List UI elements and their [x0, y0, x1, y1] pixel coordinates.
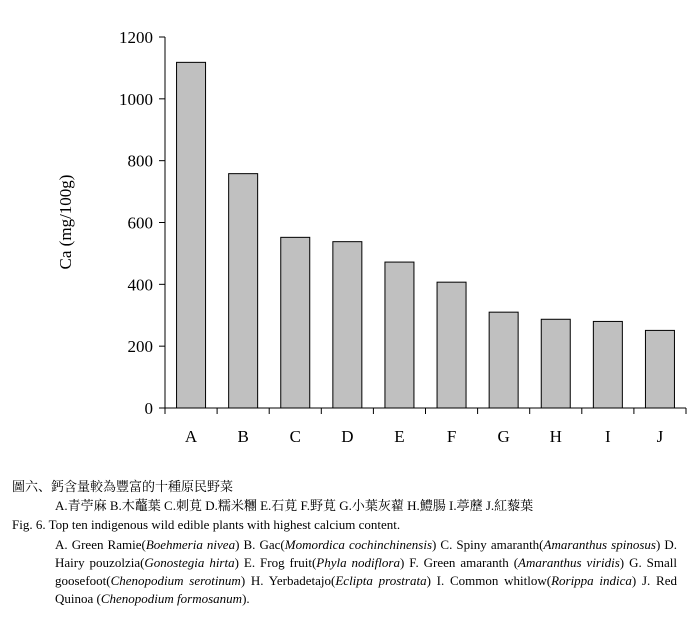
x-tick-label: J [656, 427, 664, 446]
bar-c [281, 237, 310, 408]
x-tick-label: G [497, 427, 510, 446]
species-scientific-name: Eclipta prostrata [335, 573, 427, 588]
x-tick-label: A [184, 427, 198, 446]
y-tick-label: 600 [127, 213, 153, 233]
y-axis-label: Ca (mg/100g) [56, 174, 75, 270]
y-tick-label: 200 [127, 337, 153, 357]
x-tick-label: D [341, 427, 354, 446]
x-tick-label: I [605, 427, 611, 446]
y-tick-label: 1000 [119, 89, 153, 109]
bar-g [489, 312, 518, 408]
y-tick-label: 0 [144, 399, 153, 418]
caption-en-title: Fig. 6. Top ten indigenous wild edible plants with highest calcium content. [12, 517, 401, 532]
species-scientific-name: Gonostegia hirta [144, 555, 235, 570]
species-common-name: ) J. Red Quinoa ( [55, 573, 677, 606]
species-common-name: ) I. Common whitlow( [426, 573, 552, 588]
bar-e [385, 262, 414, 408]
species-common-name: ) F. Green amaranth ( [399, 555, 519, 570]
species-common-name: ) G. Small goosefoot( [55, 555, 677, 588]
species-scientific-name: Amaranthus viridis [518, 555, 620, 570]
species-scientific-name: Amaranthus spinosus [543, 537, 656, 552]
bar-d [333, 242, 362, 408]
bar-a [177, 62, 206, 408]
species-scientific-name: Phyla nodiflora [316, 555, 400, 570]
bar-i [593, 321, 622, 408]
species-common-name: ) D. Hairy pouzolzia( [55, 537, 677, 570]
y-tick-label: 400 [127, 275, 153, 295]
x-tick-label: F [446, 427, 457, 446]
species-common-name: ). [242, 591, 250, 606]
y-tick-label: 800 [127, 151, 153, 171]
caption-en-species-list [55, 536, 677, 608]
species-scientific-name: Rorippa indica [551, 573, 632, 588]
bar-h [541, 319, 570, 408]
x-tick-label: C [289, 427, 301, 446]
species-common-name: ) B. Gac( [235, 537, 285, 552]
species-scientific-name: Boehmeria nivea [145, 537, 236, 552]
caption-zh-title: 圖六、鈣含量較為豐富的十種原民野菜 [12, 479, 234, 494]
bar-f [437, 282, 466, 408]
species-common-name: A. Green Ramie( [55, 537, 146, 552]
bar-b [229, 174, 258, 408]
species-common-name: ) C. Spiny amaranth( [432, 537, 544, 552]
caption-zh-species-list: A.青苧麻 B.木虌葉 C.刺莧 D.糯米糰 E.石莧 F.野莧 G.小葉灰藋 H.鱧腸 I.葶藶 J.紅藜葉 [55, 498, 534, 513]
species-common-name: ) H. Yerbadetajo( [240, 573, 336, 588]
x-axis [165, 408, 686, 446]
species-scientific-name: Chenopodium serotinum [110, 573, 241, 588]
x-tick-label: B [237, 427, 249, 446]
species-scientific-name: Chenopodium formosanum [100, 591, 243, 606]
x-tick-label: H [549, 427, 562, 446]
species-common-name: ) E. Frog fruit( [234, 555, 317, 570]
y-tick-label: 1200 [119, 28, 153, 47]
bars [177, 62, 675, 408]
species-scientific-name: Momordica cochinchinensis [284, 537, 433, 552]
y-axis [119, 28, 165, 418]
bar-j [645, 330, 674, 408]
x-tick-label: E [394, 427, 405, 446]
